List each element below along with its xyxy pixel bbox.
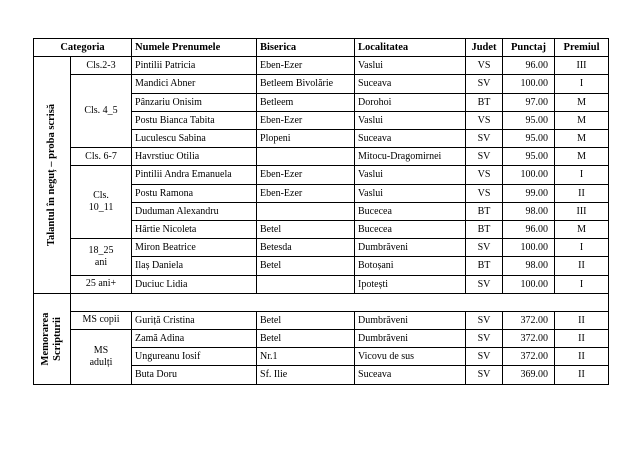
table-row bbox=[34, 275, 609, 293]
score-cell: 95.00 bbox=[503, 111, 555, 129]
name-cell: Buta Doru bbox=[132, 366, 257, 384]
category-line: MS bbox=[93, 344, 109, 356]
section-talent-label: Talantul în neguț – proba scrisă bbox=[46, 103, 57, 247]
category-cell: MS copii bbox=[71, 311, 132, 329]
name-cell: Zamă Adina bbox=[132, 330, 257, 348]
church-cell: Nr.1 bbox=[257, 348, 355, 366]
blank-cell bbox=[71, 293, 609, 311]
county-cell: SV bbox=[466, 366, 503, 384]
county-cell: BT bbox=[466, 221, 503, 239]
church-cell: Eben-Ezer bbox=[257, 111, 355, 129]
table-row bbox=[34, 75, 609, 93]
county-cell: SV bbox=[466, 130, 503, 148]
name-cell: Luculescu Sabina bbox=[132, 130, 257, 148]
header-locality: Localitatea bbox=[355, 39, 466, 57]
church-cell bbox=[257, 275, 355, 293]
prize-cell: M bbox=[555, 148, 609, 166]
prize-cell: I bbox=[555, 166, 609, 184]
category-cell bbox=[71, 330, 132, 385]
score-cell: 100.00 bbox=[503, 166, 555, 184]
prize-cell: III bbox=[555, 202, 609, 220]
name-cell: Pintilii Patricia bbox=[132, 57, 257, 75]
category-line: 10_11 bbox=[88, 202, 114, 214]
prize-cell: M bbox=[555, 93, 609, 111]
locality-cell: Vaslui bbox=[355, 111, 466, 129]
locality-cell: Ipotești bbox=[355, 275, 466, 293]
blank-row bbox=[34, 293, 609, 311]
category-cell: Cls.2-3 bbox=[71, 57, 132, 75]
table-row bbox=[34, 166, 609, 184]
section-memorize bbox=[34, 293, 71, 384]
county-cell: SV bbox=[466, 275, 503, 293]
name-cell: Mandici Abner bbox=[132, 75, 257, 93]
score-cell: 95.00 bbox=[503, 130, 555, 148]
prize-cell: M bbox=[555, 130, 609, 148]
locality-cell: Vaslui bbox=[355, 166, 466, 184]
locality-cell: Suceava bbox=[355, 366, 466, 384]
name-cell: Havrstiuc Otilia bbox=[132, 148, 257, 166]
score-cell: 372.00 bbox=[503, 311, 555, 329]
header-prize: Premiul bbox=[555, 39, 609, 57]
county-cell: VS bbox=[466, 111, 503, 129]
church-cell: Betel bbox=[257, 330, 355, 348]
category-line: ani bbox=[94, 256, 108, 268]
county-cell: BT bbox=[466, 202, 503, 220]
county-cell: VS bbox=[466, 57, 503, 75]
church-cell: Betel bbox=[257, 221, 355, 239]
church-cell: Betesda bbox=[257, 239, 355, 257]
church-cell bbox=[257, 148, 355, 166]
county-cell: VS bbox=[466, 184, 503, 202]
prize-cell: II bbox=[555, 366, 609, 384]
county-cell: BT bbox=[466, 257, 503, 275]
prize-cell: I bbox=[555, 239, 609, 257]
score-cell: 372.00 bbox=[503, 330, 555, 348]
county-cell: BT bbox=[466, 93, 503, 111]
name-cell: Hârtie Nicoleta bbox=[132, 221, 257, 239]
county-cell: SV bbox=[466, 311, 503, 329]
church-cell: Eben-Ezer bbox=[257, 184, 355, 202]
score-cell: 98.00 bbox=[503, 202, 555, 220]
header-church: Biserica bbox=[257, 39, 355, 57]
name-cell: Duciuc Lidia bbox=[132, 275, 257, 293]
prize-cell: I bbox=[555, 275, 609, 293]
locality-cell: Botoșani bbox=[355, 257, 466, 275]
locality-cell: Suceava bbox=[355, 75, 466, 93]
locality-cell: Bucecea bbox=[355, 221, 466, 239]
locality-cell: Dumbrăveni bbox=[355, 311, 466, 329]
section-memorize-label: Memorarea Scripturii bbox=[40, 312, 63, 366]
prize-cell: M bbox=[555, 111, 609, 129]
county-cell: SV bbox=[466, 148, 503, 166]
score-cell: 95.00 bbox=[503, 148, 555, 166]
header-row bbox=[34, 39, 609, 57]
county-cell: SV bbox=[466, 348, 503, 366]
church-cell: Betleem bbox=[257, 93, 355, 111]
name-cell: Postu Bianca Tabita bbox=[132, 111, 257, 129]
score-cell: 98.00 bbox=[503, 257, 555, 275]
table-row bbox=[34, 330, 609, 348]
prize-cell: II bbox=[555, 184, 609, 202]
church-cell: Betleem Bivolărie bbox=[257, 75, 355, 93]
county-cell: SV bbox=[466, 239, 503, 257]
table-row bbox=[34, 311, 609, 329]
name-cell: Duduman Alexandru bbox=[132, 202, 257, 220]
church-cell: Sf. Ilie bbox=[257, 366, 355, 384]
category-line: adulți bbox=[89, 356, 113, 368]
header-score: Punctaj bbox=[503, 39, 555, 57]
section-talent bbox=[34, 57, 71, 294]
prize-cell: III bbox=[555, 57, 609, 75]
prize-cell: II bbox=[555, 257, 609, 275]
category-cell bbox=[71, 166, 132, 239]
score-cell: 100.00 bbox=[503, 239, 555, 257]
locality-cell: Dumbrăveni bbox=[355, 239, 466, 257]
header-category: Categoria bbox=[34, 39, 132, 57]
locality-cell: Suceava bbox=[355, 130, 466, 148]
prize-cell: II bbox=[555, 330, 609, 348]
category-line: Cls. bbox=[93, 190, 109, 202]
locality-cell: Bucecea bbox=[355, 202, 466, 220]
prize-cell: II bbox=[555, 311, 609, 329]
church-cell: Plopeni bbox=[257, 130, 355, 148]
category-cell bbox=[71, 239, 132, 275]
church-cell: Betel bbox=[257, 257, 355, 275]
name-cell: Guriță Cristina bbox=[132, 311, 257, 329]
name-cell: Postu Ramona bbox=[132, 184, 257, 202]
score-cell: 96.00 bbox=[503, 221, 555, 239]
name-cell: Ilaș Daniela bbox=[132, 257, 257, 275]
locality-cell: Dumbrăveni bbox=[355, 330, 466, 348]
score-cell: 99.00 bbox=[503, 184, 555, 202]
category-line: 18_25 bbox=[88, 244, 114, 256]
church-cell: Eben-Ezer bbox=[257, 57, 355, 75]
prize-cell: II bbox=[555, 348, 609, 366]
name-cell: Ungureanu Iosif bbox=[132, 348, 257, 366]
county-cell: SV bbox=[466, 75, 503, 93]
table-row bbox=[34, 239, 609, 257]
locality-cell: Mitocu-Dragomirnei bbox=[355, 148, 466, 166]
score-cell: 100.00 bbox=[503, 275, 555, 293]
table-row bbox=[34, 57, 609, 75]
score-cell: 97.00 bbox=[503, 93, 555, 111]
results-table bbox=[33, 38, 609, 385]
name-cell: Pintilii Andra Emanuela bbox=[132, 166, 257, 184]
county-cell: VS bbox=[466, 166, 503, 184]
church-cell: Betel bbox=[257, 311, 355, 329]
locality-cell: Vaslui bbox=[355, 57, 466, 75]
header-county: Judet bbox=[466, 39, 503, 57]
category-cell: Cls. 4_5 bbox=[71, 75, 132, 148]
prize-cell: M bbox=[555, 221, 609, 239]
church-cell bbox=[257, 202, 355, 220]
locality-cell: Vaslui bbox=[355, 184, 466, 202]
score-cell: 372.00 bbox=[503, 348, 555, 366]
score-cell: 100.00 bbox=[503, 75, 555, 93]
name-cell: Miron Beatrice bbox=[132, 239, 257, 257]
category-cell: 25 ani+ bbox=[71, 275, 132, 293]
name-cell: Pânzariu Onisim bbox=[132, 93, 257, 111]
church-cell: Eben-Ezer bbox=[257, 166, 355, 184]
table-row bbox=[34, 148, 609, 166]
score-cell: 369.00 bbox=[503, 366, 555, 384]
locality-cell: Vicovu de sus bbox=[355, 348, 466, 366]
prize-cell: I bbox=[555, 75, 609, 93]
score-cell: 96.00 bbox=[503, 57, 555, 75]
locality-cell: Dorohoi bbox=[355, 93, 466, 111]
header-name: Numele Prenumele bbox=[132, 39, 257, 57]
category-cell: Cls. 6-7 bbox=[71, 148, 132, 166]
county-cell: SV bbox=[466, 330, 503, 348]
